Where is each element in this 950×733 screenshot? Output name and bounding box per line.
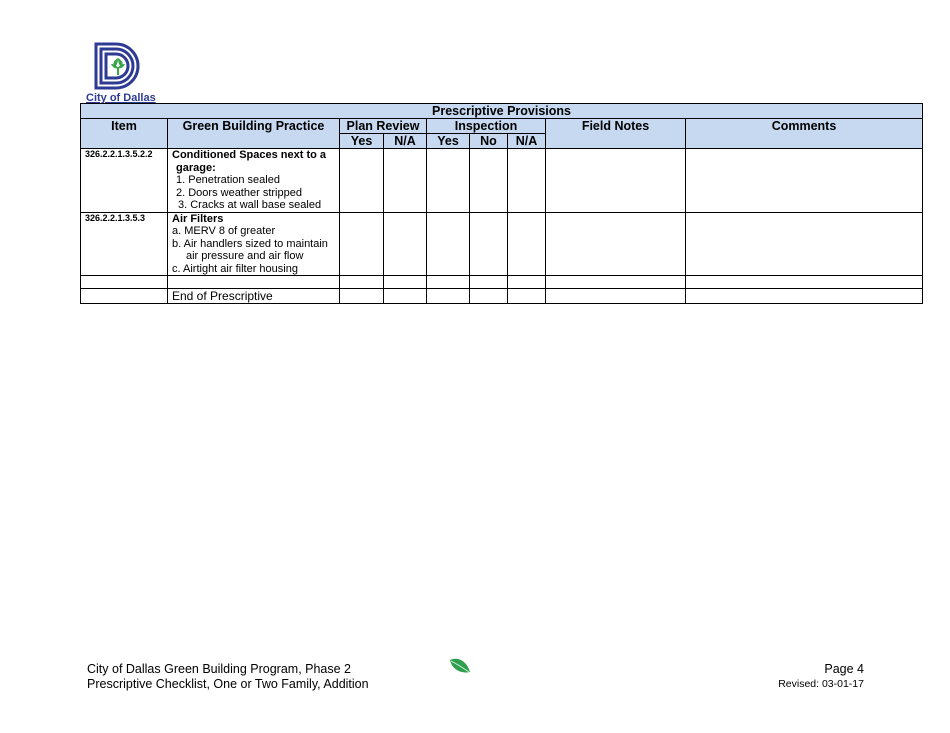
empty-cell [81, 276, 168, 289]
empty-cell [470, 276, 508, 289]
practice-title: Conditioned Spaces next to a [172, 149, 327, 161]
col-comments: Comments [686, 119, 923, 149]
page-number: Page 4 [824, 662, 864, 676]
comments-cell[interactable] [686, 149, 923, 213]
insp-no-checkbox[interactable] [470, 149, 508, 213]
empty-cell [168, 276, 340, 289]
practice-cell [168, 149, 340, 213]
practice-line: air pressure and air flow [186, 250, 304, 262]
footer-program-title: City of Dallas Green Building Program, Phase 2 [87, 662, 352, 676]
plan-na-checkbox[interactable] [384, 212, 427, 276]
revised-date: Revised: 03-01-17 [778, 678, 864, 690]
col-inspection: Inspection [427, 119, 546, 134]
empty-cell [508, 276, 546, 289]
col-plan-review: Plan Review [340, 119, 427, 134]
practice-line: c. Airtight air filter housing [172, 262, 298, 275]
empty-cell [384, 276, 427, 289]
practice-title: Air Filters [172, 212, 224, 225]
insp-no-checkbox[interactable] [470, 212, 508, 276]
comments-cell[interactable] [686, 212, 923, 276]
empty-cell [470, 289, 508, 304]
practice-line: 3. Cracks at wall base sealed [178, 199, 322, 211]
empty-cell [81, 289, 168, 304]
practice-line: 1. Penetration sealed [176, 174, 280, 186]
field-notes-cell[interactable] [546, 212, 686, 276]
col-plan-yes: Yes [340, 134, 384, 149]
empty-cell [686, 289, 923, 304]
practice-line: a. MERV 8 of greater [172, 225, 276, 237]
practice-line: b. Air handlers sized to maintain [172, 237, 328, 250]
col-item: Item [81, 119, 168, 149]
table-row [81, 212, 923, 276]
col-practice: Green Building Practice [168, 119, 340, 149]
plan-yes-checkbox[interactable] [340, 212, 384, 276]
col-plan-na: N/A [384, 134, 427, 149]
table-row [81, 289, 923, 304]
practice-line: 2. Doors weather stripped [176, 186, 302, 199]
org-name: City of Dallas [86, 92, 156, 104]
insp-na-checkbox[interactable] [508, 149, 546, 213]
field-notes-cell[interactable] [546, 149, 686, 213]
col-insp-na: N/A [508, 134, 546, 149]
footer-checklist-title: Prescriptive Checklist, One or Two Family, Addition [87, 677, 369, 691]
empty-cell [508, 289, 546, 304]
practice-title-cont: garage: [176, 161, 216, 174]
empty-cell [427, 289, 470, 304]
empty-cell [686, 276, 923, 289]
table-row [81, 276, 923, 289]
empty-cell [546, 276, 686, 289]
plan-yes-checkbox[interactable] [340, 149, 384, 213]
insp-yes-checkbox[interactable] [427, 212, 470, 276]
table-row [81, 149, 923, 213]
practice-cell [168, 212, 340, 276]
item-number: 326.2.2.1.3.5.2.2 [81, 149, 168, 213]
item-number: 326.2.2.1.3.5.3 [81, 212, 168, 276]
footer-left [87, 662, 369, 692]
city-of-dallas-logo-icon [92, 40, 144, 92]
green-leaf-icon [448, 657, 472, 675]
prescriptive-checklist-table [80, 103, 923, 304]
plan-na-checkbox[interactable] [384, 149, 427, 213]
empty-cell [340, 289, 384, 304]
insp-yes-checkbox[interactable] [427, 149, 470, 213]
empty-cell [546, 289, 686, 304]
col-field-notes: Field Notes [546, 119, 686, 149]
col-insp-no: No [470, 134, 508, 149]
table-title: Prescriptive Provisions [81, 104, 923, 119]
empty-cell [427, 276, 470, 289]
empty-cell [340, 276, 384, 289]
col-insp-yes: Yes [427, 134, 470, 149]
insp-na-checkbox[interactable] [508, 212, 546, 276]
empty-cell [384, 289, 427, 304]
end-of-prescriptive-label: End of Prescriptive [168, 289, 340, 304]
footer-right [778, 662, 864, 692]
